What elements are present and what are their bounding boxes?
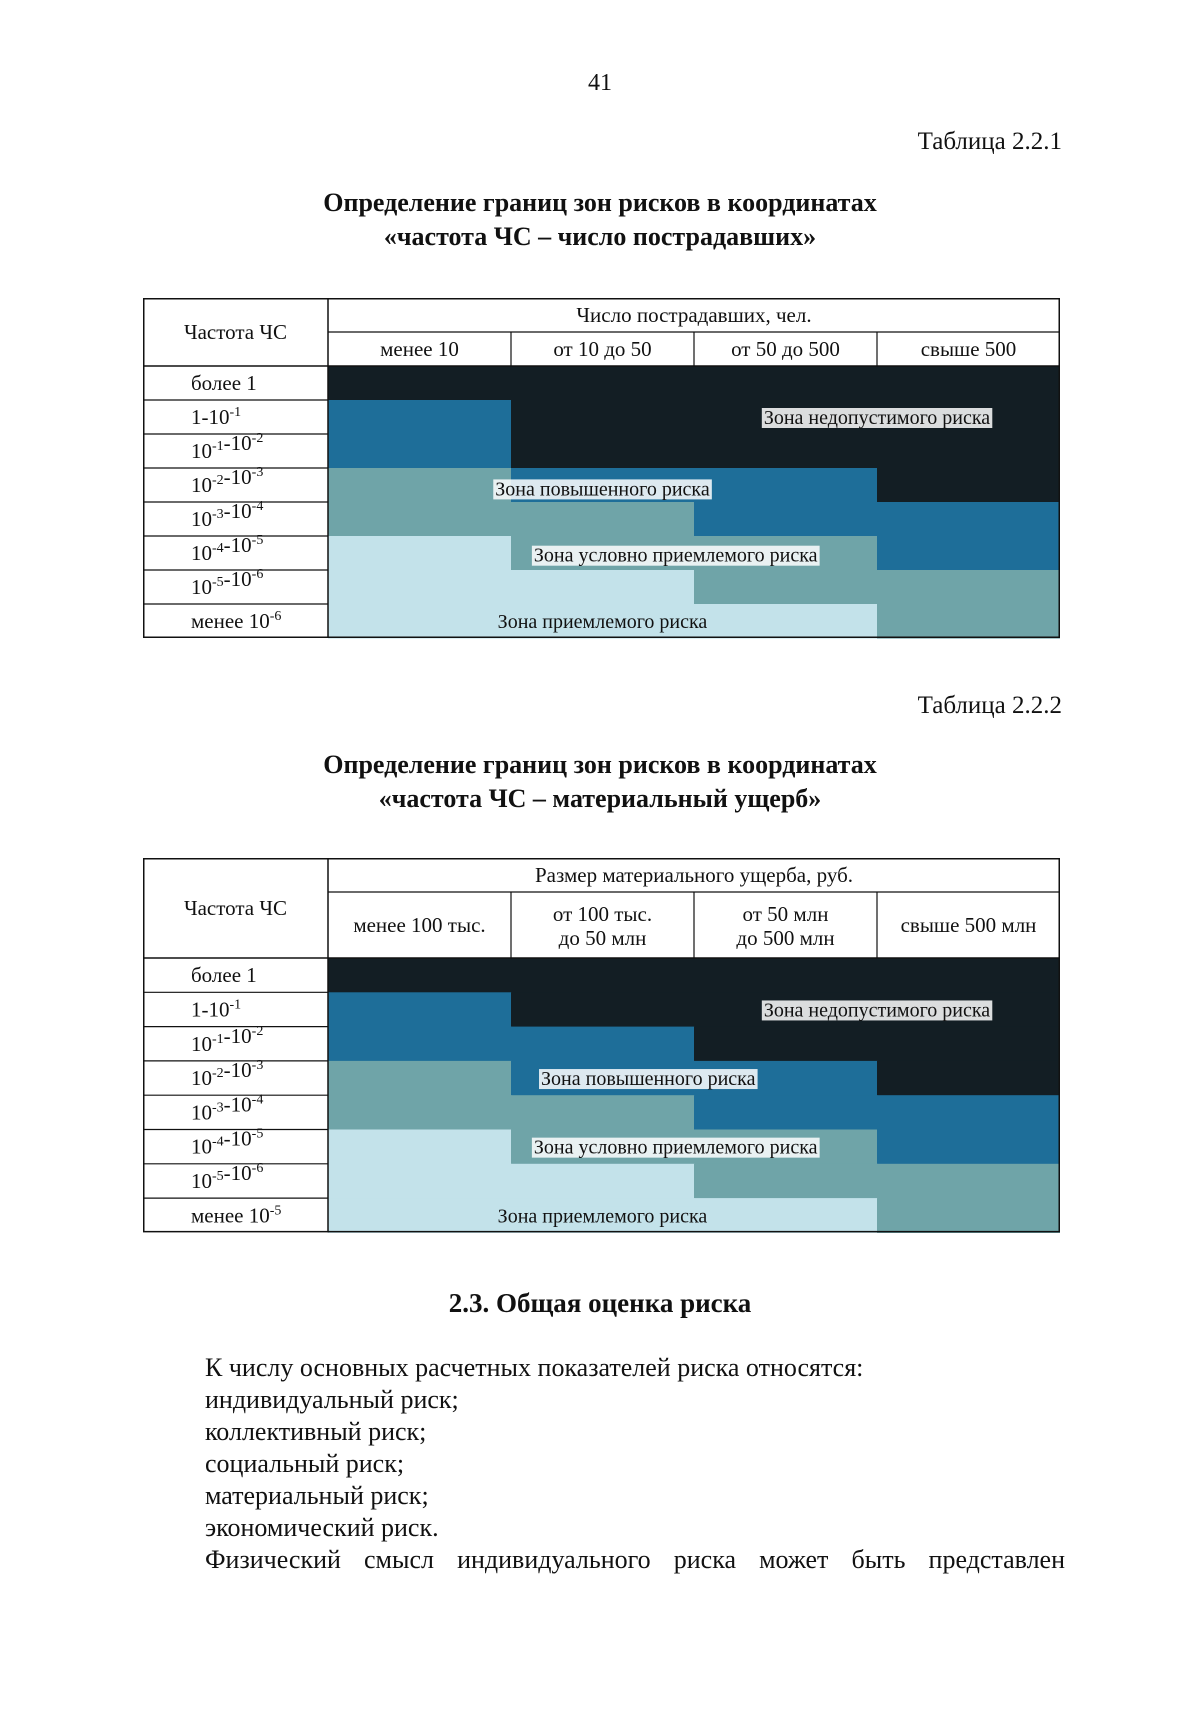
column-header: от 10 до 50 — [553, 337, 652, 361]
section-last-line: Физический смысл индивидуального риска может быть представлен — [205, 1545, 1065, 1574]
frequency-label: $10^{-3}-10^{-4}$ — [191, 1092, 264, 1125]
frequency-label: $10^{-4}-10^{-5}$ — [191, 533, 264, 565]
row-header: Частота ЧС — [183, 320, 288, 344]
column-header: менее 10 — [380, 337, 459, 361]
zone-cell-E — [328, 1027, 512, 1062]
frequency-label: $1-10^{-1}$ — [191, 997, 242, 1022]
zone-cell-U — [877, 468, 1060, 503]
frequency-label: $10^{-3}-10^{-4}$ — [191, 499, 264, 531]
zone-cell-C — [328, 502, 512, 537]
zone-label-acceptable: Зона приемлемого риска — [497, 611, 708, 633]
zone-cell-E — [877, 536, 1060, 571]
zone-label-acceptable: Зона приемлемого риска — [497, 1205, 708, 1228]
column-header: менее 100 тыс. — [353, 913, 486, 937]
table-heading-1 — [0, 186, 1200, 254]
zone-cell-U — [877, 1061, 1060, 1096]
frequency-label: $10^{-4}-10^{-5}$ — [191, 1126, 264, 1159]
risk-zone-grid-damage — [143, 858, 1060, 1233]
frequency-label: менее $10^{-6}$ — [191, 609, 282, 633]
zone-cell-U — [511, 992, 695, 1027]
zone-cell-U — [694, 958, 878, 993]
zone-cell-A — [694, 1198, 878, 1233]
zone-cell-C — [328, 1095, 512, 1130]
zone-cell-E — [694, 502, 878, 537]
page-number: 41 — [588, 70, 612, 96]
zone-cell-U — [511, 366, 695, 401]
zone-cell-E — [328, 434, 512, 469]
zone-cell-C — [877, 570, 1060, 605]
zone-label-unacceptable: Зона недопустимого риска — [763, 407, 991, 429]
zone-cell-U — [694, 1027, 878, 1062]
zone-cell-C — [328, 1061, 512, 1096]
column-header: свыше 500 — [920, 337, 1017, 361]
list-item: коллективный риск; — [205, 1417, 427, 1446]
column-header: от 50 млн — [742, 902, 829, 926]
frequency-label: $10^{-2}-10^{-3}$ — [191, 465, 264, 497]
column-header: до 50 млн — [558, 926, 647, 950]
risk-table-casualties — [143, 298, 1060, 640]
group-header: Число пострадавших, чел. — [576, 303, 812, 327]
zone-label-unacceptable: Зона недопустимого риска — [763, 999, 991, 1022]
frequency-label: более 1 — [191, 371, 257, 395]
zone-cell-A — [328, 570, 512, 605]
group-header: Размер материального ущерба, руб. — [534, 863, 854, 887]
zone-cell-C — [694, 1164, 878, 1199]
table-heading-1-line1: Определение границ зон рисков в координатах — [323, 188, 877, 217]
zone-cell-U — [694, 434, 878, 469]
zone-cell-U — [511, 958, 695, 993]
zone-label-elevated: Зона повышенного риска — [495, 478, 710, 501]
zone-cell-E — [877, 1095, 1060, 1130]
zone-cell-U — [877, 958, 1060, 993]
risk-table-damage — [143, 858, 1060, 1233]
frequency-label: более 1 — [191, 963, 257, 988]
zone-cell-C — [694, 570, 878, 605]
zone-cell-C — [877, 1198, 1060, 1233]
frequency-label: $10^{-5}-10^{-6}$ — [191, 567, 264, 599]
zone-cell-E — [511, 1027, 695, 1062]
zone-cell-E — [877, 1130, 1060, 1165]
section-title: 2.3. Общая оценка риска — [448, 1288, 752, 1318]
zone-cell-E — [694, 468, 878, 503]
zone-cell-A — [694, 604, 878, 639]
list-item: материальный риск; — [205, 1481, 429, 1510]
zone-cell-A — [511, 570, 695, 605]
table-heading-2-line1: Определение границ зон рисков в координатах — [323, 750, 877, 779]
zone-cell-E — [694, 1095, 878, 1130]
zone-cell-C — [511, 502, 695, 537]
zone-cell-C — [511, 1095, 695, 1130]
zone-cell-A — [511, 1164, 695, 1199]
frequency-label: $10^{-5}-10^{-6}$ — [191, 1160, 264, 1193]
zone-cell-U — [511, 434, 695, 469]
zone-cell-U — [328, 366, 512, 401]
column-header: до 500 млн — [736, 926, 835, 950]
table-heading-2-line2: «частота ЧС – материальный ущерб» — [378, 784, 822, 813]
column-header: от 100 тыс. — [552, 902, 653, 926]
frequency-label: $10^{-1}-10^{-2}$ — [191, 1023, 264, 1056]
zone-cell-U — [877, 366, 1060, 401]
list-item: экономический риск. — [205, 1513, 439, 1542]
zone-cell-U — [694, 366, 878, 401]
section-intro: К числу основных расчетных показателей риска относятся: — [205, 1353, 864, 1382]
table-caption-1: Таблица 2.2.1 — [917, 128, 1062, 155]
zone-cell-U — [877, 1027, 1060, 1062]
zone-cell-A — [328, 1198, 512, 1233]
zone-cell-A — [328, 536, 512, 571]
zone-cell-A — [328, 1164, 512, 1199]
zone-cell-E — [328, 992, 512, 1027]
row-header: Частота ЧС — [183, 896, 288, 920]
table-heading-1-line2: «частота ЧС – число пострадавших» — [383, 222, 817, 251]
zone-label-conditional: Зона условно приемлемого риска — [533, 1136, 818, 1159]
zone-label-conditional: Зона условно приемлемого риска — [533, 544, 818, 567]
column-header: свыше 500 млн — [900, 913, 1037, 937]
list-item: индивидуальный риск; — [205, 1385, 459, 1414]
zone-cell-C — [877, 1164, 1060, 1199]
list-item: социальный риск; — [205, 1449, 405, 1478]
table-heading-2 — [0, 748, 1200, 816]
zone-cell-A — [328, 604, 512, 639]
zone-label-elevated: Зона повышенного риска — [541, 1068, 756, 1091]
table-caption-2: Таблица 2.2.2 — [917, 692, 1062, 719]
zone-cell-U — [877, 434, 1060, 469]
risk-zone-grid-casualties — [143, 298, 1060, 640]
zone-cell-C — [328, 468, 512, 503]
frequency-label: менее $10^{-5}$ — [191, 1203, 282, 1228]
section-body — [205, 1352, 1065, 1576]
frequency-label: $10^{-1}-10^{-2}$ — [191, 431, 264, 463]
column-header: от 50 до 500 — [731, 337, 840, 361]
frequency-label: $10^{-2}-10^{-3}$ — [191, 1058, 264, 1091]
frequency-label: $1-10^{-1}$ — [191, 405, 242, 429]
zone-cell-C — [877, 604, 1060, 639]
zone-cell-A — [328, 1130, 512, 1165]
zone-cell-U — [511, 400, 695, 435]
zone-cell-U — [328, 958, 512, 993]
zone-cell-E — [877, 502, 1060, 537]
zone-cell-E — [328, 400, 512, 435]
